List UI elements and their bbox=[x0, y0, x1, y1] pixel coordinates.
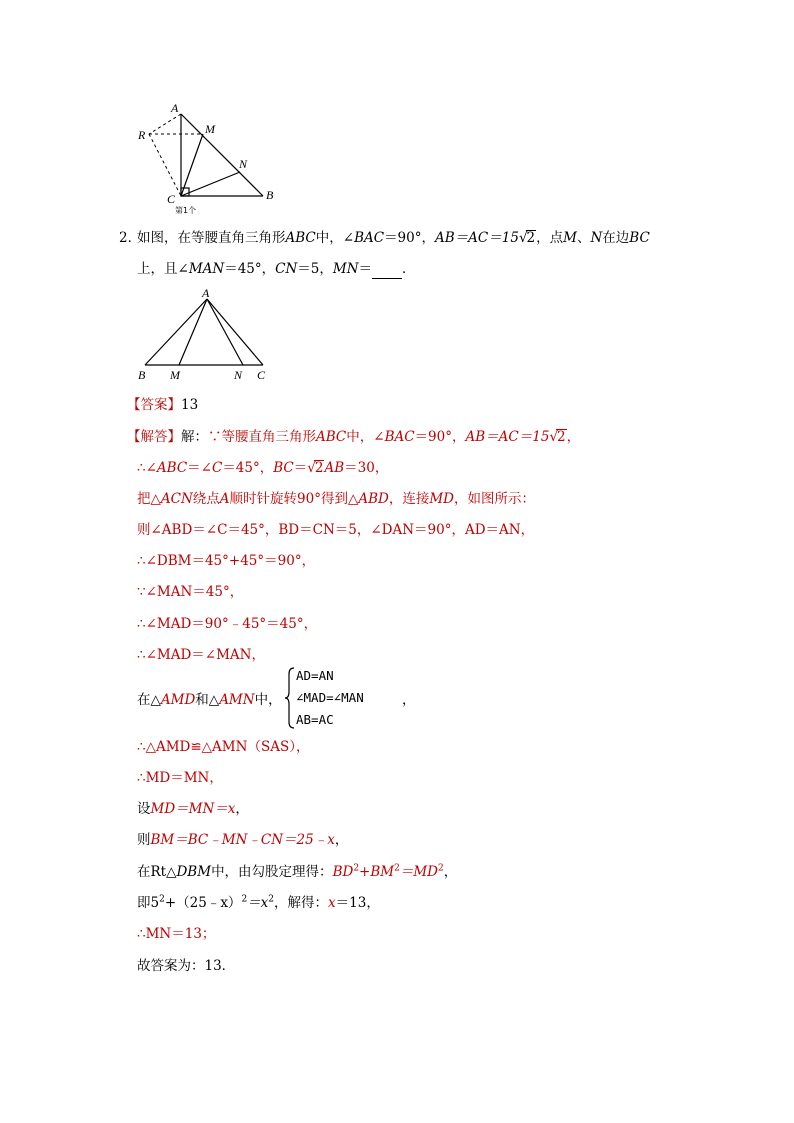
solution-line-4: 则∠ABD＝∠C＝45°，BD＝CN＝5，∠DAN＝90°，AD＝AN， bbox=[137, 522, 535, 538]
solution-text: 把△ bbox=[137, 491, 161, 507]
solution-sup: 2 bbox=[159, 894, 165, 905]
system-end: ， bbox=[402, 692, 416, 708]
solution-text: ∴∠ bbox=[137, 460, 157, 476]
fig2-edge-an bbox=[207, 299, 243, 365]
solution-var: BAC bbox=[384, 429, 415, 445]
solution-line-1: 【解答】解：∵等腰直角三角形ABC中，∠BAC＝90°，AB＝AC＝15√2， bbox=[127, 429, 581, 445]
solution-line-14 bbox=[137, 862, 457, 882]
solution-sup: 2 bbox=[394, 863, 400, 874]
solution-var: ABC bbox=[156, 460, 188, 476]
solution-line-5: ∴∠DBM＝45°+45°＝90°， bbox=[137, 553, 316, 569]
fig1-label-m: M bbox=[205, 122, 215, 136]
problem-text: ＝90°， bbox=[384, 230, 435, 246]
solution-sqrt: 2 bbox=[557, 429, 566, 445]
problem-text: 上，且∠ bbox=[137, 261, 189, 277]
solution-label: 【解答】 bbox=[127, 429, 181, 445]
solution-line-8: ∴∠MAD＝∠MAN， bbox=[137, 647, 265, 663]
fig2-label-b: B bbox=[138, 368, 146, 382]
problem-text: 、 bbox=[576, 230, 591, 246]
problem-var: BAC bbox=[354, 230, 385, 246]
solution-text: 即5 bbox=[137, 895, 160, 911]
fig1-edge-cm bbox=[181, 134, 203, 196]
solution-sup: 2 bbox=[353, 863, 360, 874]
fig2-edge-ab bbox=[145, 299, 207, 365]
problem-sqrt: 2 bbox=[526, 230, 536, 246]
solution-text: 绕点 bbox=[192, 491, 220, 507]
solution-text: 中，∠ bbox=[346, 429, 385, 445]
solution-line-2: ∴∠ABC＝∠C＝45°，BC＝√2AB＝30， bbox=[137, 460, 389, 476]
solution-text: 和△ bbox=[195, 692, 220, 708]
solution-text: 中， bbox=[254, 692, 282, 708]
solution-var: AMN bbox=[219, 692, 255, 708]
fig1-dash-rc bbox=[149, 134, 181, 196]
solution-var: BD bbox=[332, 864, 354, 880]
answer-blank bbox=[372, 265, 402, 279]
solution-var: BC bbox=[273, 460, 294, 476]
problem-text: ＝45°， bbox=[224, 261, 276, 277]
fig1-label-a: A bbox=[171, 101, 179, 115]
fig1-label-b: B bbox=[266, 188, 274, 202]
solution-text: 顺时针旋转90°得到△ bbox=[229, 491, 359, 507]
solution-text: ＝90°， bbox=[414, 429, 466, 445]
solution-text: ， bbox=[443, 864, 458, 880]
fig1-label-n: N bbox=[239, 157, 248, 171]
solution-text: 在△ bbox=[137, 692, 161, 708]
problem-text: ＝5， bbox=[297, 261, 333, 277]
solution-text: ＝45°， bbox=[222, 460, 274, 476]
answer-line bbox=[127, 395, 198, 415]
solution-var: ＝x bbox=[247, 895, 269, 911]
problem-number: 2． bbox=[119, 230, 142, 246]
problem-text: ． bbox=[402, 261, 416, 277]
solution-var: +BM bbox=[359, 864, 395, 880]
solution-line-17: 故答案为：13． bbox=[137, 958, 236, 974]
solution-var: ABD bbox=[358, 491, 389, 507]
solution-sqrt: 2 bbox=[314, 460, 324, 476]
solution-text: ， bbox=[334, 832, 349, 848]
solution-text: 在Rt△ bbox=[137, 864, 177, 880]
system-eq-3: AB=AC bbox=[296, 712, 334, 727]
solution-line-16: ∴MN＝13； bbox=[137, 926, 216, 942]
fig2-label-m: M bbox=[170, 368, 180, 382]
problem-text: ＝ bbox=[358, 261, 373, 277]
solution-text: 设 bbox=[137, 801, 151, 817]
solution-text: 中，由勾股定理得： bbox=[211, 864, 333, 880]
answer-value: 13 bbox=[181, 397, 199, 413]
fig1-caption: 第1个 bbox=[175, 206, 197, 215]
solution-line-3 bbox=[137, 489, 535, 509]
solution-text: ，如图所示： bbox=[454, 491, 536, 507]
solution-text: ＝∠ bbox=[187, 460, 212, 476]
solution-var: x bbox=[328, 895, 336, 911]
problem-var: MN bbox=[332, 261, 359, 277]
problem-var: N bbox=[590, 230, 603, 246]
figure-2 bbox=[135, 285, 275, 385]
system-eq-2: ∠MAD=∠MAN bbox=[296, 690, 364, 705]
solution-text: +（25﹣x） bbox=[164, 895, 242, 911]
solution-var: ＝MD bbox=[399, 864, 438, 880]
fig1-edge-ab bbox=[181, 114, 263, 196]
problem-var: AB＝AC＝15 bbox=[435, 230, 519, 246]
problem-line-1: 如图，在等腰直角三角形ABC中，∠BAC＝90°，AB＝AC＝15√2，点M、N在边BC bbox=[137, 230, 650, 246]
problem-var: BC bbox=[629, 230, 650, 246]
fig2-label-n: N bbox=[234, 368, 243, 382]
problem-var: M bbox=[563, 230, 577, 246]
solution-line-11: ∴MD＝MN， bbox=[137, 770, 223, 786]
solution-text: ＝ bbox=[293, 460, 308, 476]
solution-sup: 2 bbox=[241, 894, 248, 905]
fig1-label-c: C bbox=[167, 192, 176, 206]
solution-sup: 2 bbox=[438, 863, 444, 874]
solution-var: A bbox=[219, 491, 230, 507]
solution-text: ＝13， bbox=[335, 895, 380, 911]
solution-text: ∵等腰直角三角形 bbox=[208, 429, 316, 445]
fig2-label-c: C bbox=[257, 368, 266, 382]
fig1-dash-ar bbox=[149, 114, 181, 134]
solution-line-12 bbox=[137, 799, 249, 819]
fig2-edge-am bbox=[179, 299, 207, 365]
solution-var: AMD bbox=[160, 692, 196, 708]
solution-line-7: ∴∠MAD＝90°﹣45°＝45°， bbox=[137, 616, 318, 632]
problem-var: MAN bbox=[188, 261, 225, 277]
solution-text: 则 bbox=[137, 832, 151, 848]
solution-var: AB bbox=[324, 460, 345, 476]
solution-var: AB＝AC＝15 bbox=[465, 429, 550, 445]
system-eq-1: AD=AN bbox=[296, 668, 334, 683]
fig2-edge-ac bbox=[207, 299, 263, 365]
problem-text: 在边 bbox=[602, 230, 630, 246]
solution-var: BM＝BC﹣MN﹣CN＝25﹣x bbox=[150, 832, 335, 848]
solution-text: ， bbox=[235, 801, 249, 817]
solution-var: MD bbox=[429, 491, 455, 507]
solution-line-15 bbox=[137, 893, 380, 913]
problem-var: CN bbox=[275, 261, 298, 277]
solution-text: ＝30， bbox=[344, 460, 389, 476]
fig1-edge-cn bbox=[181, 172, 240, 196]
problem-text: 中，∠ bbox=[315, 230, 355, 246]
fig2-label-a: A bbox=[202, 286, 210, 300]
problem-line-2 bbox=[137, 259, 416, 279]
solution-line-9 bbox=[137, 690, 282, 710]
system-brace bbox=[284, 666, 296, 730]
problem-text: 如图，在等腰直角三角形 bbox=[137, 230, 286, 246]
problem-var: ABC bbox=[285, 230, 316, 246]
solution-var: DBM bbox=[176, 864, 212, 880]
solution-line-6: ∵∠MAN＝45°， bbox=[137, 584, 244, 600]
solution-var: MD＝MN＝x bbox=[150, 801, 236, 817]
figure-1 bbox=[135, 100, 285, 218]
solution-line-10: ∴△AMD≌△AMN（SAS）， bbox=[137, 739, 310, 755]
problem-text: ，点 bbox=[536, 230, 564, 246]
solution-text: 解： bbox=[181, 429, 208, 445]
solution-line-13 bbox=[137, 830, 348, 850]
answer-label: 【答案】 bbox=[127, 397, 181, 413]
solution-var: ABC bbox=[316, 429, 347, 445]
solution-text: ，连接 bbox=[388, 491, 430, 507]
solution-var: ACN bbox=[160, 491, 193, 507]
solution-var: C bbox=[211, 460, 223, 476]
solution-text: ， bbox=[566, 429, 581, 445]
fig1-label-r: R bbox=[138, 128, 146, 142]
solution-text: ，解得： bbox=[274, 895, 329, 911]
solution-sup: 2 bbox=[268, 894, 275, 905]
